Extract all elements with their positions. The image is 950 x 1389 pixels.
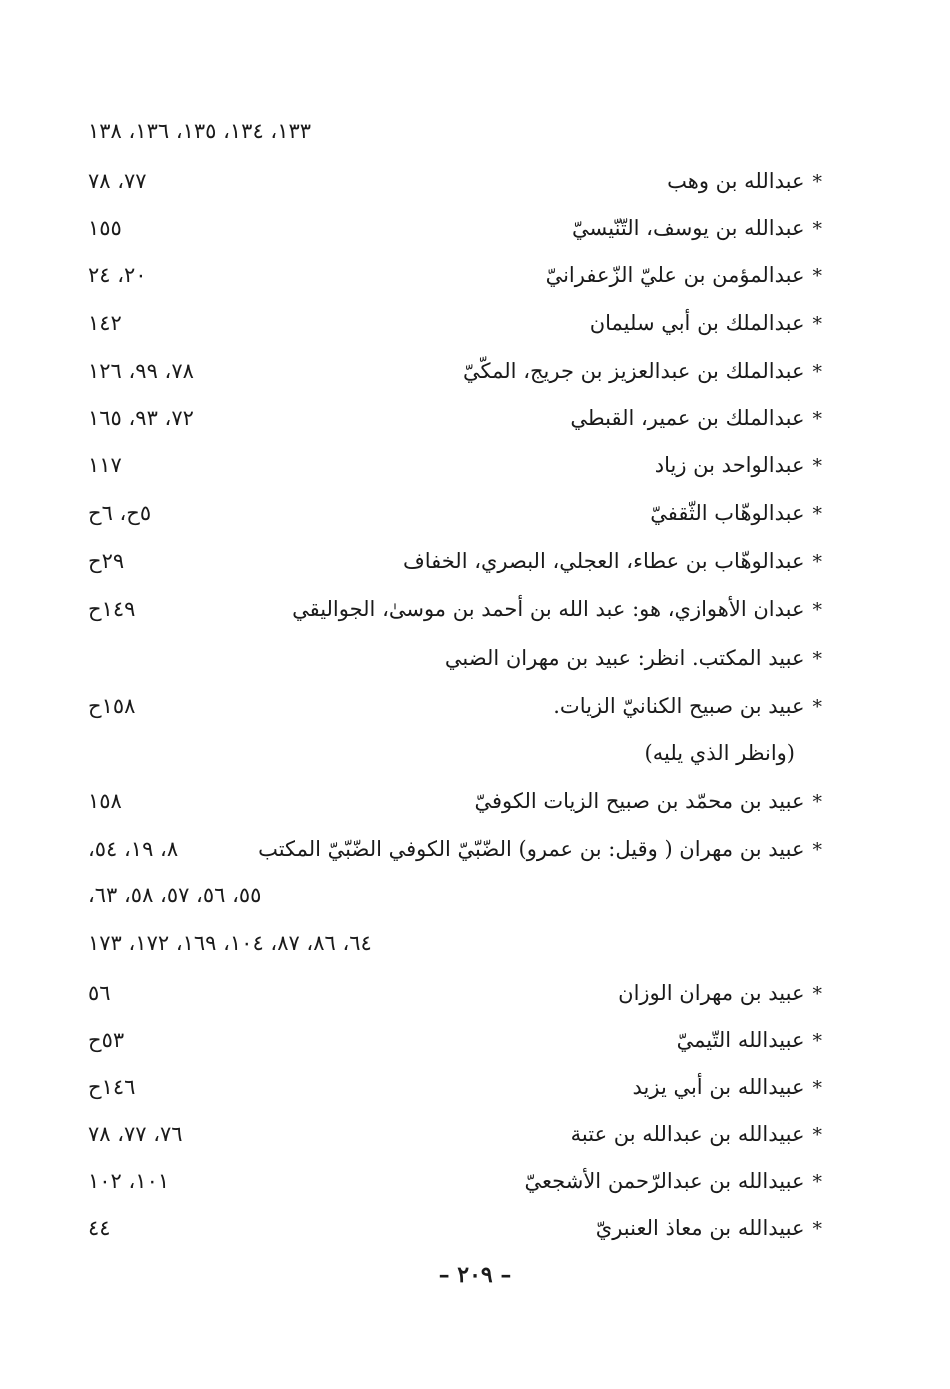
bullet-icon: *	[812, 218, 822, 240]
page-refs: ٥٦	[88, 981, 111, 1005]
entry-name-wrap	[667, 164, 822, 199]
index-entry	[88, 306, 822, 340]
page-refs: ٥ح، ٦ح	[88, 501, 152, 525]
entry-name: عبيدالله بن عبدالله بن عتبة	[570, 1122, 805, 1146]
page-refs: ٤٤	[88, 1216, 111, 1240]
entry-name: عبدالملك بن أبي سليمان	[589, 311, 805, 335]
bullet-icon: *	[812, 1218, 822, 1240]
entry-name: عبدالله بن يوسف، التّنّيسيّ	[572, 216, 805, 240]
entry-name-wrap	[546, 258, 822, 293]
entry-name: عبيدالله بن عبدالرّحمن الأشجعيّ	[524, 1169, 805, 1193]
page-refs: ١٠١، ١٠٢	[88, 1169, 170, 1193]
bullet-icon: *	[812, 171, 822, 193]
bullet-icon: *	[812, 1030, 822, 1052]
entry-name-wrap	[525, 1164, 822, 1199]
index-entry	[88, 1117, 822, 1151]
page-refs: ٥٥، ٥٦، ٥٧، ٥٨، ٦٣،	[88, 883, 262, 907]
index-entry	[88, 354, 822, 388]
entry-name: عبيد بن مهران ( وقيل: بن عمرو) الضّبّيّ الكوفي الضّبّيّ المكتب	[258, 837, 805, 861]
bullet-icon: *	[812, 1124, 822, 1146]
page-refs: ٢٩ح	[88, 549, 125, 573]
bullet-icon: *	[812, 503, 822, 525]
entry-name-wrap	[677, 1023, 822, 1058]
continuation-line	[88, 878, 822, 912]
page-refs: ٧٧، ٧٨	[88, 169, 147, 193]
entry-name-wrap	[474, 784, 822, 819]
entry-name-wrap	[258, 832, 822, 867]
page-refs: ٦٤، ٨٦، ٨٧، ١٠٤، ١٦٩، ١٧٢، ١٧٣	[88, 931, 372, 955]
index-entry	[88, 1070, 822, 1104]
index-entry	[88, 164, 822, 198]
entry-name-wrap	[463, 354, 822, 389]
index-entry	[88, 689, 822, 723]
bullet-icon: *	[812, 983, 822, 1005]
entry-name: عبيد بن صبيح الكنانيّ الزيات.	[553, 694, 805, 718]
entry-name: عبدالملك بن عبدالعزيز بن جريج، المكّيّ	[463, 359, 805, 383]
page-refs: ٧٦، ٧٧، ٧٨	[88, 1122, 183, 1146]
entry-name: عبدالواحد بن زياد	[654, 453, 805, 477]
index-entry	[88, 401, 822, 435]
entry-name-wrap	[655, 448, 822, 483]
bullet-icon: *	[812, 408, 822, 430]
bullet-icon: *	[812, 313, 822, 335]
page-refs: ٨، ١٩، ٥٤،	[88, 837, 179, 861]
index-entry	[88, 1023, 822, 1057]
page-refs: ١٥٨ح	[88, 694, 136, 718]
entry-name-wrap	[292, 592, 822, 627]
entry-name: عبيد المكتب. انظر: عبيد بن مهران الضبي	[444, 646, 805, 670]
bullet-icon: *	[812, 648, 822, 670]
entry-name-wrap	[590, 306, 822, 341]
bullet-icon: *	[812, 265, 822, 287]
page-refs: ١٥٥	[88, 216, 122, 240]
bullet-icon: *	[812, 361, 822, 383]
index-entry	[88, 258, 822, 292]
bullet-icon: *	[812, 1171, 822, 1193]
entry-name-wrap	[445, 641, 822, 676]
entry-name: عبيد بن مهران الوزان	[618, 981, 805, 1005]
entry-name: عبدالوهّاب بن عطاء، العجلي، البصري، الخفاف	[402, 549, 805, 573]
entry-name-wrap	[553, 689, 822, 724]
entry-name-wrap	[650, 496, 822, 531]
index-entry	[88, 784, 822, 818]
page-refs: ١٣٣، ١٣٤، ١٣٥، ١٣٦، ١٣٨	[88, 119, 312, 143]
index-entry	[88, 544, 822, 578]
entry-name-wrap	[618, 976, 822, 1011]
page-refs: ١٤٩ح	[88, 597, 136, 621]
index-entry	[88, 1164, 822, 1198]
entry-name: عبيد بن محمّد بن صبيح الزيات الكوفيّ	[474, 789, 805, 813]
cross-reference-note: (وانظر الذي يليه)	[644, 741, 795, 765]
entry-name: عبدالوهّاب الثّقفيّ	[650, 501, 805, 525]
page-refs: ١٤٢	[88, 311, 122, 335]
entry-name: عبيدالله التّيميّ	[676, 1028, 805, 1052]
bullet-icon: *	[812, 1077, 822, 1099]
entry-name-wrap	[571, 1117, 822, 1152]
index-entry	[88, 592, 822, 626]
index-entry	[88, 1211, 822, 1245]
page-refs: ١٥٨	[88, 789, 122, 813]
page-refs: ٧٢، ٩٣، ١٦٥	[88, 406, 194, 430]
bullet-icon: *	[812, 696, 822, 718]
entry-name-wrap	[572, 211, 822, 246]
continuation-line	[88, 114, 822, 148]
index-entry	[88, 448, 822, 482]
page-refs: ٥٣ح	[88, 1028, 125, 1052]
entry-name-wrap	[632, 1070, 822, 1105]
index-entry	[88, 976, 822, 1010]
bullet-icon: *	[812, 791, 822, 813]
entry-name: عبيدالله بن معاذ العنبريّ	[595, 1216, 805, 1240]
entry-name-wrap	[570, 401, 822, 436]
entry-name: عبدان الأهوازي، هو: عبد الله بن أحمد بن موسىٰ، الجواليقي	[292, 597, 805, 621]
page-refs: ١٤٦ح	[88, 1075, 136, 1099]
entry-name-wrap	[403, 544, 822, 579]
bullet-icon: *	[812, 599, 822, 621]
page-number: – ٢٠٩ –	[438, 1262, 512, 1288]
page-refs: ١١٧	[88, 453, 122, 477]
index-entry	[88, 496, 822, 530]
entry-name: عبدالملك بن عمير، القبطي	[570, 406, 805, 430]
entry-name-wrap	[596, 1211, 822, 1246]
entry-name: عبدالله بن وهب	[667, 169, 805, 193]
bullet-icon: *	[812, 551, 822, 573]
entry-name: عبدالمؤمن بن عليّ الزّعفرانيّ	[545, 263, 805, 287]
page-refs: ٢٠، ٢٤	[88, 263, 147, 287]
index-entry	[88, 641, 822, 675]
bullet-icon: *	[812, 839, 822, 861]
bullet-icon: *	[812, 455, 822, 477]
index-entry	[88, 211, 822, 245]
entry-name: عبيدالله بن أبي يزيد	[632, 1075, 805, 1099]
page-refs: ٧٨، ٩٩، ١٢٦	[88, 359, 194, 383]
continuation-line	[88, 926, 822, 960]
cross-reference-note-line	[88, 736, 822, 770]
index-entry	[88, 832, 822, 866]
